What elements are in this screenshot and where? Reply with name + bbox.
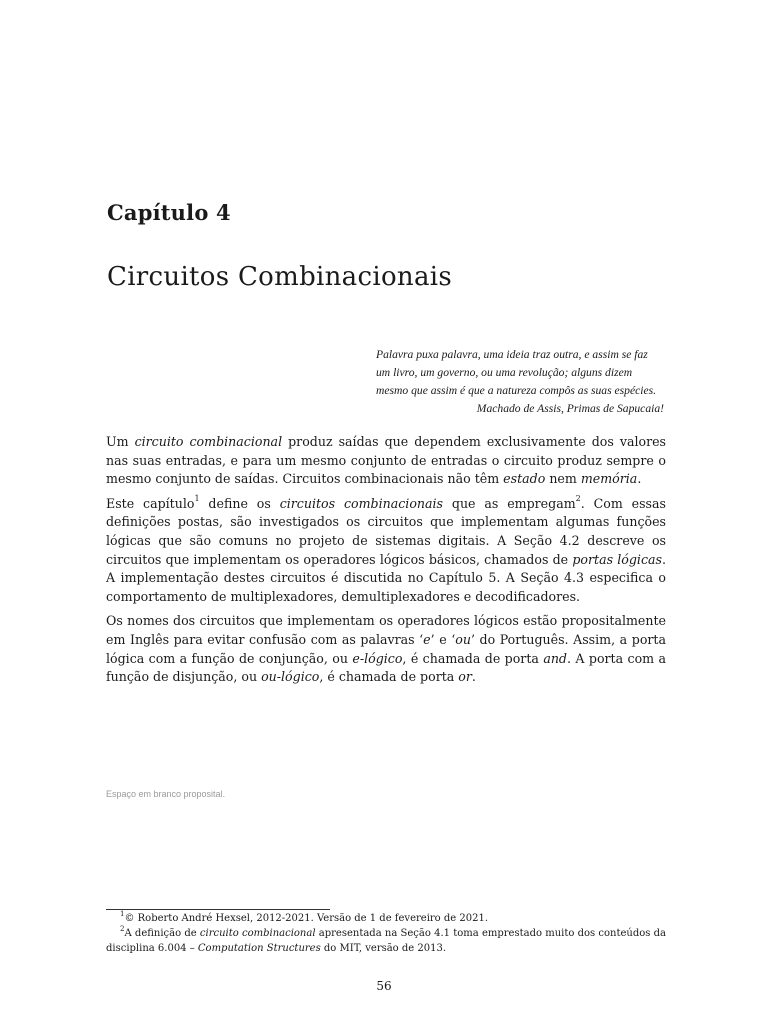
footnote-text: © Roberto André Hexsel, 2012-2021. Versão de 1 de fevereiro de 2021. xyxy=(124,913,488,924)
footnote-ref-1[interactable]: 1 xyxy=(194,493,200,503)
footnote-rule xyxy=(106,909,330,910)
paragraph-3 xyxy=(106,612,666,686)
emphasis: circuito combinacional xyxy=(134,434,283,449)
footnote-text: do MIT, versão de 2013. xyxy=(320,943,447,954)
text-run: , é chamada de porta xyxy=(402,650,544,666)
footnote-text: A definição de xyxy=(124,928,200,939)
emphasis: memória xyxy=(580,471,638,487)
text-run: nem xyxy=(545,471,581,487)
emphasis: and xyxy=(543,650,567,666)
epigraph-line: mesmo que assim é que a natureza compôs as suas espécies. xyxy=(376,384,657,397)
emphasis: portas lógicas xyxy=(572,551,662,567)
text-run: . xyxy=(471,669,476,685)
footnotes xyxy=(106,911,666,956)
emphasis: ou xyxy=(455,631,471,647)
text-run: ’ do Português. Assim, a porta lógica com a função de conjunção, ou xyxy=(106,631,666,666)
footnote-1 xyxy=(106,911,666,926)
footnote-2 xyxy=(106,926,666,956)
epigraph xyxy=(376,346,664,418)
page-number: 56 xyxy=(376,979,392,993)
text-run: produz saídas que dependem exclusivamente dos valores nas suas entradas, e para um mesmo conjunto de entradas o circuito produz sempre o mesmo conjunto de saídas. Circuitos combinacionais não têm xyxy=(106,434,667,487)
epigraph-attribution: Machado de Assis, Primas de Sapucaia! xyxy=(476,402,664,415)
footnote-mark: 1 xyxy=(120,910,125,918)
footnote-ref-2[interactable]: 2 xyxy=(575,493,581,503)
text-run: que as empregam xyxy=(443,495,576,511)
text-run: . xyxy=(637,471,642,487)
emphasis: estado xyxy=(503,471,546,487)
text-run: Os nomes dos circuitos que implementam os operadores lógicos estão propositalmente em Inglês para evitar confusão com as palavras ‘ xyxy=(106,613,666,647)
text-run: Um xyxy=(106,434,135,449)
text-run: . A implementação destes circuitos é discutida no Capítulo 5. A Seção 4.3 especifica o comportamento de multiplexadores, demultiplexadores e decodificadores. xyxy=(106,551,666,604)
emphasis: e xyxy=(423,631,431,647)
emphasis: circuitos combinacionais xyxy=(279,495,444,511)
footnote-mark: 2 xyxy=(120,925,125,933)
epigraph-line: Palavra puxa palavra, uma ideia traz outra, e assim se faz xyxy=(376,348,648,361)
text-run: . A porta com a função de disjunção, ou xyxy=(106,650,666,685)
paragraph-1 xyxy=(106,433,666,489)
blank-space-note: Espaço em branco proposital. xyxy=(106,789,226,799)
body-text xyxy=(106,433,666,693)
text-run: Este capítulo xyxy=(106,495,195,511)
text-run: . Com essas definições postas, são investigados os circuitos que implementam algumas funções lógicas que são comuns no projeto de sistemas digitais. A Seção 4.2 descreve os circuitos que implementam os operadores lógicos básicos, chamados de xyxy=(106,495,666,567)
emphasis: or xyxy=(458,669,472,685)
text-run: , é chamada de porta xyxy=(319,669,459,685)
epigraph-line: um livro, um governo, ou uma revolução; alguns dizem xyxy=(376,366,633,379)
emphasis: circuito combinacional xyxy=(199,928,316,939)
paragraph-2 xyxy=(106,495,666,607)
emphasis: Computation Structures xyxy=(197,943,321,954)
emphasis: ou-lógico xyxy=(261,669,320,685)
chapter-title: Circuitos Combinacionais xyxy=(107,262,453,292)
emphasis: e-lógico xyxy=(352,650,403,666)
text-run: ’ e ‘ xyxy=(430,631,456,647)
chapter-label: Capítulo 4 xyxy=(107,200,231,225)
text-run: define os xyxy=(199,495,280,511)
footnote-text: apresentada na Seção 4.1 toma emprestado muito dos conteúdos da disciplina 6.004 – xyxy=(106,928,666,954)
